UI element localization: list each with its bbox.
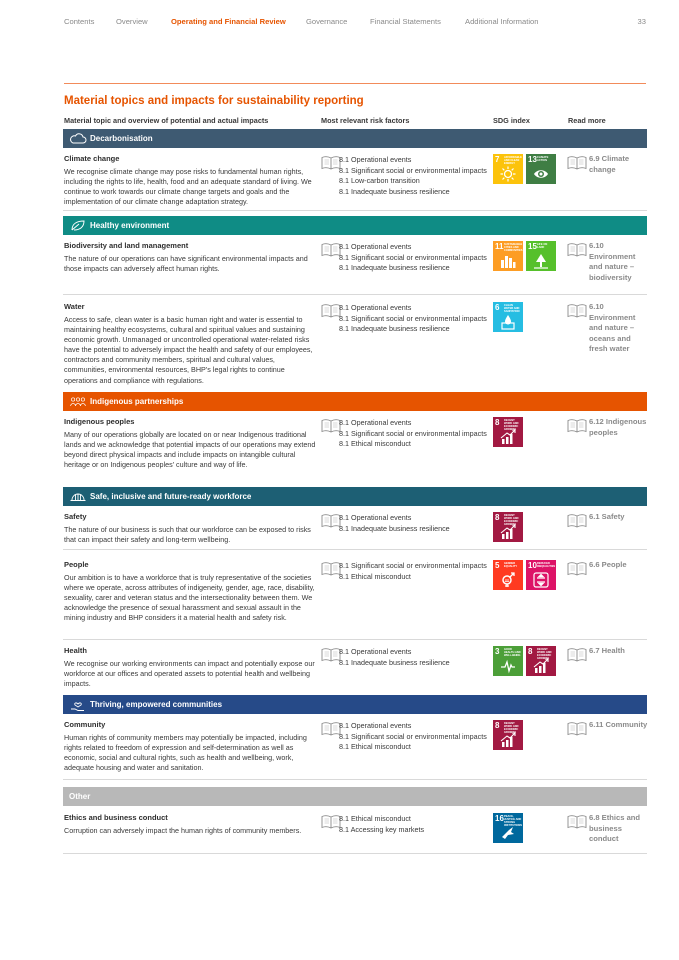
sdg-label: REDUCED INEQUALITIES xyxy=(537,562,556,568)
band-label: Decarbonisation xyxy=(90,134,153,143)
nav-financial-statements[interactable]: Financial Statements xyxy=(370,17,441,26)
growth-chart-icon xyxy=(500,429,516,445)
sdg-number: 15 xyxy=(528,242,537,251)
table-row xyxy=(63,720,647,780)
sdg-number: 13 xyxy=(528,155,537,164)
sdg-number: 5 xyxy=(495,561,500,570)
table-row xyxy=(63,512,647,550)
table-row xyxy=(63,813,647,854)
topic-description: Corruption can adversely impact the human rights of community members. xyxy=(64,826,302,835)
sdg-number: 11 xyxy=(495,242,504,251)
read-more-link[interactable]: 6.10 Environment and nature – oceans and fresh water xyxy=(589,302,636,354)
book-icon xyxy=(321,155,341,171)
sdg-label: CLEAN WATER AND SANITATION xyxy=(504,304,520,313)
sdg-label: DECENT WORK AND ECONOMIC GROWTH xyxy=(504,514,519,526)
sdg-label: AFFORDABLE AND CLEAN ENERGY xyxy=(504,156,522,165)
band-label: Safe, inclusive and future-ready workforce xyxy=(90,492,252,501)
risk-factor-list xyxy=(339,721,489,753)
risk-factor-item: 8.1 Accessing key markets xyxy=(339,824,425,834)
sdg-icons xyxy=(493,241,556,271)
book-icon xyxy=(567,242,587,258)
risk-factor-item: 8.1 Inadequate business resilience xyxy=(339,186,450,196)
band-label: Thriving, empowered communities xyxy=(90,700,223,709)
growth-chart-icon xyxy=(500,524,516,540)
table-row xyxy=(63,241,647,295)
sdg-8-tile xyxy=(493,720,523,750)
risk-factor-item: 8.1 Significant social or environmental impacts xyxy=(339,731,487,741)
topic-description: The nature of our operations can have significant environmental impacts and those impacts can adversely affect human rights. xyxy=(64,254,308,274)
table-row xyxy=(63,417,647,483)
risk-factors-book-icon[interactable] xyxy=(321,721,341,737)
header-rule xyxy=(64,83,646,84)
sdg-number: 8 xyxy=(495,418,500,427)
topic-description: Human rights of community members may potentially be impacted, including rights related to freedom of expression and self-determination as well as economic, social and cultural rights, such as health and wellbeing, work, adequate housing and water and sanitation. xyxy=(64,733,307,773)
sdg-number: 16 xyxy=(495,814,504,823)
risk-factor-item: 8.1 Inadequate business resilience xyxy=(339,324,450,334)
risk-factor-item: 8.1 Significant social or environmental impacts xyxy=(339,252,487,262)
tree-icon xyxy=(533,253,549,269)
topic-description: Access to safe, clean water is a basic human right and water is essential to maintaining healthy ecosystems, cultural and spiritual values and sustaining economic growth. Unmanaged or uncontrolled operational water-related risks have the potential to adversely impact the health and safety of our employees, contractors and community members, spiritual and cultural values, communities, environmental resources, BHP’s legal rights to continue operations and compliance with regulations. xyxy=(64,315,313,385)
sdg-label: GOOD HEALTH AND WELL-BEING xyxy=(504,648,521,657)
column-header-topic: Material topic and overview of potential and actual impacts xyxy=(64,116,269,125)
read-more-link[interactable]: 6.9 Climate change xyxy=(589,154,630,174)
sdg-number: 7 xyxy=(495,155,500,164)
book-icon xyxy=(321,303,341,319)
risk-factor-item: 8.1 Significant social or environmental impacts xyxy=(339,165,487,175)
book-icon xyxy=(321,513,341,529)
city-icon xyxy=(500,253,516,269)
sdg-8-tile xyxy=(493,512,523,542)
risk-factors-book-icon[interactable] xyxy=(321,155,341,171)
read-more-book-icon[interactable] xyxy=(567,418,587,434)
read-more-link[interactable]: 6.7 Health xyxy=(589,646,625,655)
band-communities xyxy=(63,695,647,714)
topic-description: The nature of our business is such that our workforce can be exposed to risks that can impact their safety and long-term wellbeing. xyxy=(64,525,311,545)
sdg-number: 3 xyxy=(495,647,500,656)
sdg-icons xyxy=(493,560,556,590)
table-row xyxy=(63,560,647,640)
risk-factor-list xyxy=(339,418,489,450)
risk-factor-item: 8.1 Ethical misconduct xyxy=(339,439,411,449)
read-more-book-icon[interactable] xyxy=(567,814,587,830)
risk-factor-item: 8.1 Ethical misconduct xyxy=(339,814,411,823)
topic-title: Biodiversity and land management xyxy=(64,241,189,250)
risk-factor-item: 8.1 Operational events xyxy=(339,418,412,427)
table-row xyxy=(63,154,647,211)
cloud-icon xyxy=(69,132,87,145)
equality-icon xyxy=(533,572,549,588)
read-more-link[interactable]: 6.6 People xyxy=(589,560,627,569)
sdg-label: PEACE, JUSTICE AND STRONG INSTITUTIONS xyxy=(504,815,523,827)
book-icon xyxy=(321,647,341,663)
read-more-link[interactable]: 6.11 Community xyxy=(589,720,648,729)
band-decarbonisation xyxy=(63,129,647,148)
read-more-book-icon[interactable] xyxy=(567,561,587,577)
sdg-icons xyxy=(493,302,523,332)
topic-title: Water xyxy=(64,302,85,311)
topic-description: We recognise our working environments can impact and potentially expose our workforce at our offices and operated assets to potential health and wellbeing impacts. xyxy=(64,659,315,689)
risk-factor-item: 8.1 Inadequate business resilience xyxy=(339,263,450,273)
column-header-more: Read more xyxy=(568,116,606,125)
topic-title: People xyxy=(64,560,89,569)
risk-factors-book-icon[interactable] xyxy=(321,647,341,663)
band-label: Other xyxy=(69,792,91,801)
book-icon xyxy=(321,418,341,434)
hard-hat-icon xyxy=(69,490,87,503)
risk-factors-book-icon[interactable] xyxy=(321,418,341,434)
read-more-book-icon[interactable] xyxy=(567,242,587,258)
sdg-label: CLIMATE ACTION xyxy=(537,156,549,162)
risk-factor-item: 8.1 Ethical misconduct xyxy=(339,571,411,581)
band-indigenous-partnerships xyxy=(63,392,647,411)
book-icon xyxy=(567,561,587,577)
risk-factor-item: 8.1 Low-carbon transition xyxy=(339,176,420,186)
risk-factor-item: 8.1 Operational events xyxy=(339,303,412,312)
sdg-icons xyxy=(493,417,523,447)
book-icon xyxy=(567,155,587,171)
risk-factor-list xyxy=(339,561,489,582)
growth-chart-icon xyxy=(500,732,516,748)
hand-heart-icon xyxy=(69,698,87,711)
water-drop-icon xyxy=(500,314,516,330)
sdg-label: SUSTAINABLE CITIES AND COMMUNITIES xyxy=(504,243,523,252)
risk-factors-book-icon[interactable] xyxy=(321,561,341,577)
growth-chart-icon xyxy=(533,658,549,674)
sdg-label: DECENT WORK AND ECONOMIC GROWTH xyxy=(504,419,519,431)
topic-description: We recognise climate change may pose risks to fundamental human rights, including the rights to life, health, food and an adequate standard of living. We continue to work towards our climate change targets and goals and the implementation of our climate change adaptation strategy. xyxy=(64,167,312,207)
risk-factors-book-icon[interactable] xyxy=(321,242,341,258)
nav-contents[interactable]: Contents xyxy=(64,17,95,26)
read-more-link[interactable]: 6.10 Environment and nature – biodiversity xyxy=(589,241,636,282)
risk-factor-list xyxy=(339,303,489,335)
sdg-number: 8 xyxy=(495,721,500,730)
table-row xyxy=(63,646,647,692)
risk-factor-list xyxy=(339,155,489,197)
leaf-icon xyxy=(69,219,87,232)
sdg-8-tile xyxy=(526,646,556,676)
nav-additional-information[interactable]: Additional Information xyxy=(465,17,539,26)
band-healthy-environment xyxy=(63,216,647,235)
book-icon xyxy=(567,647,587,663)
topic-title: Ethics and business conduct xyxy=(64,813,168,822)
read-more-book-icon[interactable] xyxy=(567,721,587,737)
topic-title: Safety xyxy=(64,512,87,521)
band-label: Indigenous partnerships xyxy=(90,397,184,406)
sdg-3-tile xyxy=(493,646,523,676)
column-header-risk: Most relevant risk factors xyxy=(321,116,410,125)
risk-factor-item: 8.1 Operational events xyxy=(339,513,412,522)
book-icon xyxy=(567,814,587,830)
sdg-number: 6 xyxy=(495,303,500,312)
topic-title: Climate change xyxy=(64,154,120,163)
risk-factor-item: 8.1 Operational events xyxy=(339,242,412,251)
risk-factor-item: 8.1 Operational events xyxy=(339,721,412,730)
sdg-icons xyxy=(493,813,523,843)
top-navigation xyxy=(64,17,646,29)
book-icon xyxy=(321,814,341,830)
risk-factors-book-icon[interactable] xyxy=(321,513,341,529)
read-more-link[interactable]: 6.1 Safety xyxy=(589,512,625,521)
dove-icon xyxy=(500,825,516,841)
table-row xyxy=(63,302,647,388)
risk-factor-list xyxy=(339,513,489,534)
risk-factor-item: 8.1 Inadequate business resilience xyxy=(339,523,450,533)
read-more-link[interactable]: 6.12 Indigenous peoples xyxy=(589,417,647,437)
topic-description: Our ambition is to have a workforce that is truly representative of the societies where we operate, across attributes of indigeneity, gender, age, race, disability, sexuality, carer and veteran status and the intersectionality between them. We acknowledge the presence of sexual harassment and sexual assault in the mining industry and BHP considers it a material health and safety risk. xyxy=(64,573,315,623)
risk-factor-item: 8.1 Ethical misconduct xyxy=(339,742,411,752)
sdg-number: 10 xyxy=(528,561,537,570)
risk-factors-book-icon[interactable] xyxy=(321,303,341,319)
sdg-6-tile xyxy=(493,302,523,332)
topic-description: Many of our operations globally are located on or near Indigenous traditional lands and we acknowledge that potential impacts of our operations may extend beyond direct physical impacts and include impacts on intangible cultural heritage or on Indigenous peoples’ culture and way of life. xyxy=(64,430,316,470)
topic-title: Community xyxy=(64,720,106,729)
book-icon xyxy=(567,418,587,434)
book-icon xyxy=(321,242,341,258)
sdg-icons xyxy=(493,720,523,750)
risk-factor-item: 8.1 Significant social or environmental impacts xyxy=(339,561,487,570)
nav-operating-and-financial-review[interactable]: Operating and Financial Review xyxy=(171,17,286,26)
sdg-label: DECENT WORK AND ECONOMIC GROWTH xyxy=(504,722,519,734)
risk-factor-item: 8.1 Operational events xyxy=(339,155,412,164)
book-icon xyxy=(321,721,341,737)
sdg-5-tile xyxy=(493,560,523,590)
risk-factor-item: 8.1 Inadequate business resilience xyxy=(339,657,450,667)
sdg-15-tile xyxy=(526,241,556,271)
sdg-label: LIFE ON LAND xyxy=(537,243,548,249)
column-header-sdg: SDG index xyxy=(493,116,530,125)
read-more-link[interactable]: 6.8 Ethics and business conduct xyxy=(589,813,641,844)
sdg-16-tile xyxy=(493,813,523,843)
sdg-10-tile xyxy=(526,560,556,590)
heartbeat-icon xyxy=(500,658,516,674)
people-group-icon xyxy=(69,395,87,408)
book-icon xyxy=(567,303,587,319)
read-more-book-icon[interactable] xyxy=(567,513,587,529)
read-more-book-icon[interactable] xyxy=(567,303,587,319)
risk-factor-list xyxy=(339,647,489,668)
book-icon xyxy=(567,513,587,529)
sdg-13-tile xyxy=(526,154,556,184)
sun-icon xyxy=(500,166,516,182)
risk-factor-item: 8.1 Significant social or environmental impacts xyxy=(339,313,487,323)
sdg-7-tile xyxy=(493,154,523,184)
book-icon xyxy=(321,561,341,577)
sdg-label: DECENT WORK AND ECONOMIC GROWTH xyxy=(537,648,552,660)
page-number: 33 xyxy=(637,17,646,26)
risk-factor-list xyxy=(339,242,489,274)
read-more-book-icon[interactable] xyxy=(567,155,587,171)
eye-globe-icon xyxy=(533,166,549,182)
nav-overview[interactable]: Overview xyxy=(116,17,148,26)
sdg-icons xyxy=(493,512,523,542)
book-icon xyxy=(567,721,587,737)
gender-equality-icon xyxy=(500,572,516,588)
sdg-label: GENDER EQUALITY xyxy=(504,562,518,568)
read-more-book-icon[interactable] xyxy=(567,647,587,663)
risk-factor-item: 8.1 Operational events xyxy=(339,647,412,656)
band-other xyxy=(63,787,647,806)
sdg-number: 8 xyxy=(495,513,500,522)
page-title: Material topics and impacts for sustainability reporting xyxy=(64,95,364,107)
sdg-icons xyxy=(493,154,556,184)
risk-factors-book-icon[interactable] xyxy=(321,814,341,830)
topic-title: Indigenous peoples xyxy=(64,417,135,426)
topic-title: Health xyxy=(64,646,87,655)
sdg-icons xyxy=(493,646,556,676)
band-workforce xyxy=(63,487,647,506)
risk-factor-item: 8.1 Significant social or environmental impacts xyxy=(339,428,487,438)
risk-factor-list xyxy=(339,814,489,835)
sdg-8-tile xyxy=(493,417,523,447)
sdg-11-tile xyxy=(493,241,523,271)
sdg-number: 8 xyxy=(528,647,533,656)
nav-governance[interactable]: Governance xyxy=(306,17,348,26)
band-label: Healthy environment xyxy=(90,221,170,230)
